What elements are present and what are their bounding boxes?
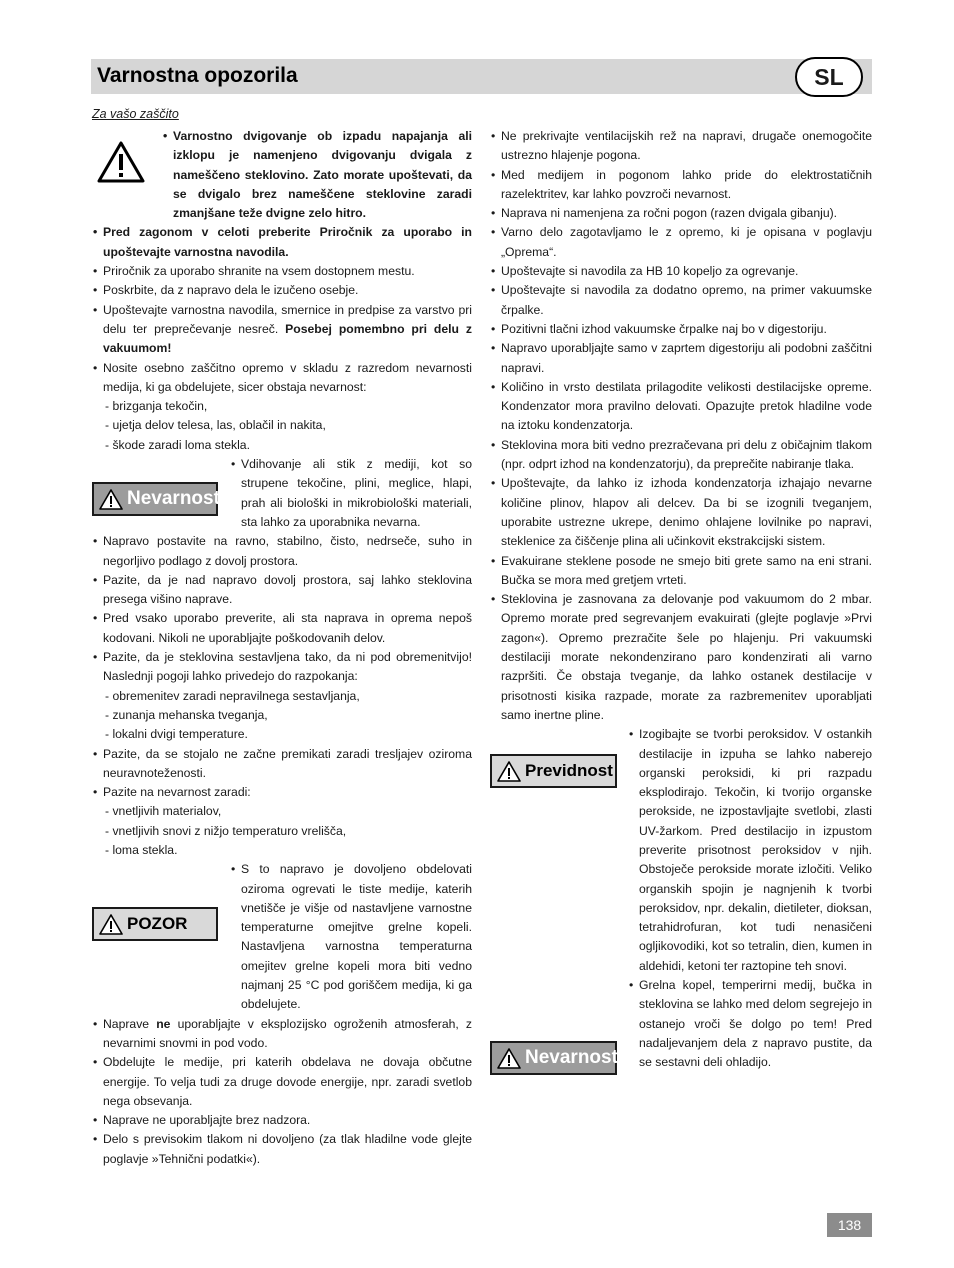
sub-item: - lokalni dvigi temperature. [105,727,248,742]
sub-item: - loma stekla. [105,842,178,857]
list-item: • Grelna kopel, temperirni medij, bučka in steklovina se lahko med delom segrejejo in ostanejo vroči še dolgo po tem! Pred nadaljevanjem dela z napravo pustite, da se sestavni deli ohladijo. [628,976,872,1072]
list-item-text: uporabljajte v eksplozijsko ogroženih atmosferah, z nevarnimi snovmi in pod vodo. [103,1016,473,1050]
list-item: • Poskrbite, da z napravo dela le izučeno osebje. [92,281,472,300]
list-item: • Steklovina mora biti vedno prezračevana pri delu z običajnim tlakom (npr. odprt izhod na kondenzatorju), da preprečite nabiranje tlaka. [490,436,872,475]
list-item: • Pred zagonom v celoti preberite Priročnik za uporabo in upoštevajte varnostna navodila. [92,223,472,262]
sub-item: - vnetljivih snovi z nižjo temperaturo vrelišča, [105,823,347,838]
list-item-text: Upoštevajte varnostna navodila, smernice in predpise za varstvo pri delu ter preprečevanje nesreč. [103,302,472,336]
list-item [92,301,472,359]
sub-item: - zunanja mehanska tveganja, [105,707,268,722]
right-column [490,127,872,1073]
list-item: • Pozitivni tlačni izhod vakuumske črpalke naj bo v digestoriju. [490,320,872,339]
list-item [92,1015,472,1054]
list-item: • Upoštevajte si navodila za dodatno opremo, na primer vakuumske črpalke. [490,281,872,320]
list-item-emphasis: ne [156,1016,171,1031]
list-item: • Priročnik za uporabo shranite na vsem dostopnem mestu. [92,262,472,281]
page-number: 138 [827,1213,872,1237]
list-item: • Delo s previsokim tlakom ni dovoljeno (za tlak hladilne vode glejte poglavje »Tehnični podatki«). [92,1130,472,1169]
list-item: • Varno delo zagotavljamo le z opremo, ki je opisana v poglavju „Oprema“. [490,223,872,262]
list-item: • Ne prekrivajte ventilacijskih rež na napravi, drugače onemogočite ustrezno hlajenje pogona. [490,127,872,166]
list-item: • Pazite, da je nad napravo dovolj prostora, saj lahko steklovina presega višino naprave. [92,571,472,610]
list-item: • Naprave ne uporabljajte brez nadzora. [92,1111,472,1130]
list-item: • Evakuirane steklene posode ne smejo biti grete samo na eni strani. Bučka se mora med gretjem vrteti. [490,552,872,591]
sub-item: - ujetja delov telesa, las, oblačil in nakita, [105,418,326,433]
list-item: • Nosite osebno zaščitno opremo v skladu z razredom nevarnosti medija, ki ga obdelujete, sicer obstaja nevarnost: [92,359,472,398]
list-item: • Vdihovanje ali stik z mediji, kot so strupene tekočine, plini, meglice, hlapi, prah ali biološki in mikrobiološki materiali, sta lahko za uporabnika nevarna. [230,455,472,532]
sub-item: - brizganja tekočin, [105,399,208,414]
list-item: • Varnostno dvigovanje ob izpadu napajanja ali izklopu je namenjeno dvigovanju dvigala z nameščeno steklovino. Zato morate upoštevati, da se dvigalo brez nameščene steklovine zaradi zmanjšane teže dvigne zelo hitro. [162,127,472,223]
list-item: • Upoštevajte si navodila za HB 10 kopeljo za ogrevanje. [490,262,872,281]
list-item-text: Naprave [103,1016,157,1031]
list-item: • Upoštevajte, da lahko iz izhoda kondenzatorja izhajajo nevarne količine plinov, hlapov ali delcev. Da bi se izognili tveganjem, uporabite ustrezne ukrepe, denimo ohlajene lovilnike po napravi, steklenice za čiščenje plina ali učinkovit ekstrakcijski sistem. [490,474,872,551]
list-item: • S to napravo je dovoljeno obdelovati oziroma ogrevati le tiste medije, katerih vnetišče je višje od nastavljene varnostne temperaturne omejitve grelne kopeli. Nastavljena varnostna temperaturna omejitev grelne kopeli mora biti vedno najmanj 25 °C pod goriščem medija, ki ga obdelujete. [230,860,472,1014]
list-item: • Napravo uporabljajte samo v zaprtem digestoriju ali podobni zaščitni napravi. [490,339,872,378]
list-item: • Pred vsako uporabo preverite, ali sta naprava in oprema nepoš kodovani. Nikoli ne uporabljajte poškodovanih delov. [92,609,472,648]
warning-label-text: Previdnost [525,761,613,780]
sub-item: - škode zaradi loma stekla. [105,437,250,452]
danger-label-text: Nevarnost [127,488,220,509]
left-column [92,127,472,1169]
list-item: • Izogibajte se tvorbi peroksidov. V ostankih destilacije in izpuha se lahko naberejo organski peroksidi, ki pri razpadu eksplodirajo. Tekočin, ki tvorijo organske perokside, ne izpostavljajte svetlobi, zlasti UV-žarkom. Pred destilacijo in izpustom preverite prisotnost peroksidov v njih. Obstoječe perokside morate izločiti. Veliko organskih spojin je nagnjenih k tvorbi peroksidov, npr. dekalin, dietileter, dioksan, tetrahidrofuran, kot tudi nenasičeni ogljikovodiki, kot so tetralin, dien, kumen in aldehidi, ketoni ter raztopine teh snovi. [628,725,872,976]
list-item: • Količino in vrsto destilata prilagodite velikosti destilacijske opreme. Kondenzator mora pravilno delovati. Opazujte pretok hladilne vode na iztoku kondenzatorja. [490,378,872,436]
danger-label-text: Nevarnost [525,1047,618,1068]
sub-item: - obremenitev zaradi nepravilnega sestavljanja, [105,688,360,703]
section-link[interactable]: Za vašo zaščito [92,107,179,121]
caution-label-text: POZOR [127,914,188,933]
list-item: • Steklovina je zasnovana za delovanje pod vakuumom do 2 mbar. Opremo morate pred segrevanjem evakuirati (glejte poglavje »Prvi zagon«). Opremo prezračite šele po hlajenju. Pri vakuumski destilaciji morate nekondenzirano paro kondenzirati ali varno razpršiti. Če obstaja tveganje, da lahko ostanek destilacije v prisotnosti kisika razpade, morate za razbremenitev uporabljati samo inertne pline. [490,590,872,725]
list-item: • Obdelujte le medije, pri katerih obdelava ne dovaja občutne energije. To velja tudi za druge dovode energije, npr. zaradi svetlob nega obsevanja. [92,1053,472,1111]
sub-item: - vnetljivih materialov, [105,804,222,819]
list-item: • Pazite, da se stojalo ne začne premikati zaradi tresljajev oziroma neuravnoteženosti. [92,745,472,784]
language-badge: SL [795,57,863,97]
list-item: • Napravo postavite na ravno, stabilno, čisto, nedrseče, suho in negorljivo podlago z dovolj prostora. [92,532,472,571]
list-item: • Naprava ni namenjena za ročni pogon (razen dvigala gibanju). [490,204,872,223]
page-title: Varnostna opozorila [97,64,298,87]
list-item: • Pazite na nevarnost zaradi: [92,783,472,802]
list-item: • Med medijem in pogonom lahko pride do elektrostatičnih razelektritev, kar lahko povzroči nevarnost. [490,166,872,205]
list-item-emphasis: Posebej pomembno pri delu z vakuumom! [103,321,472,356]
list-item: • Pazite, da je steklovina sestavljena tako, da ni pod obremenitvijo! Naslednji pogoji lahko privedejo do razpokanja: [92,648,472,687]
